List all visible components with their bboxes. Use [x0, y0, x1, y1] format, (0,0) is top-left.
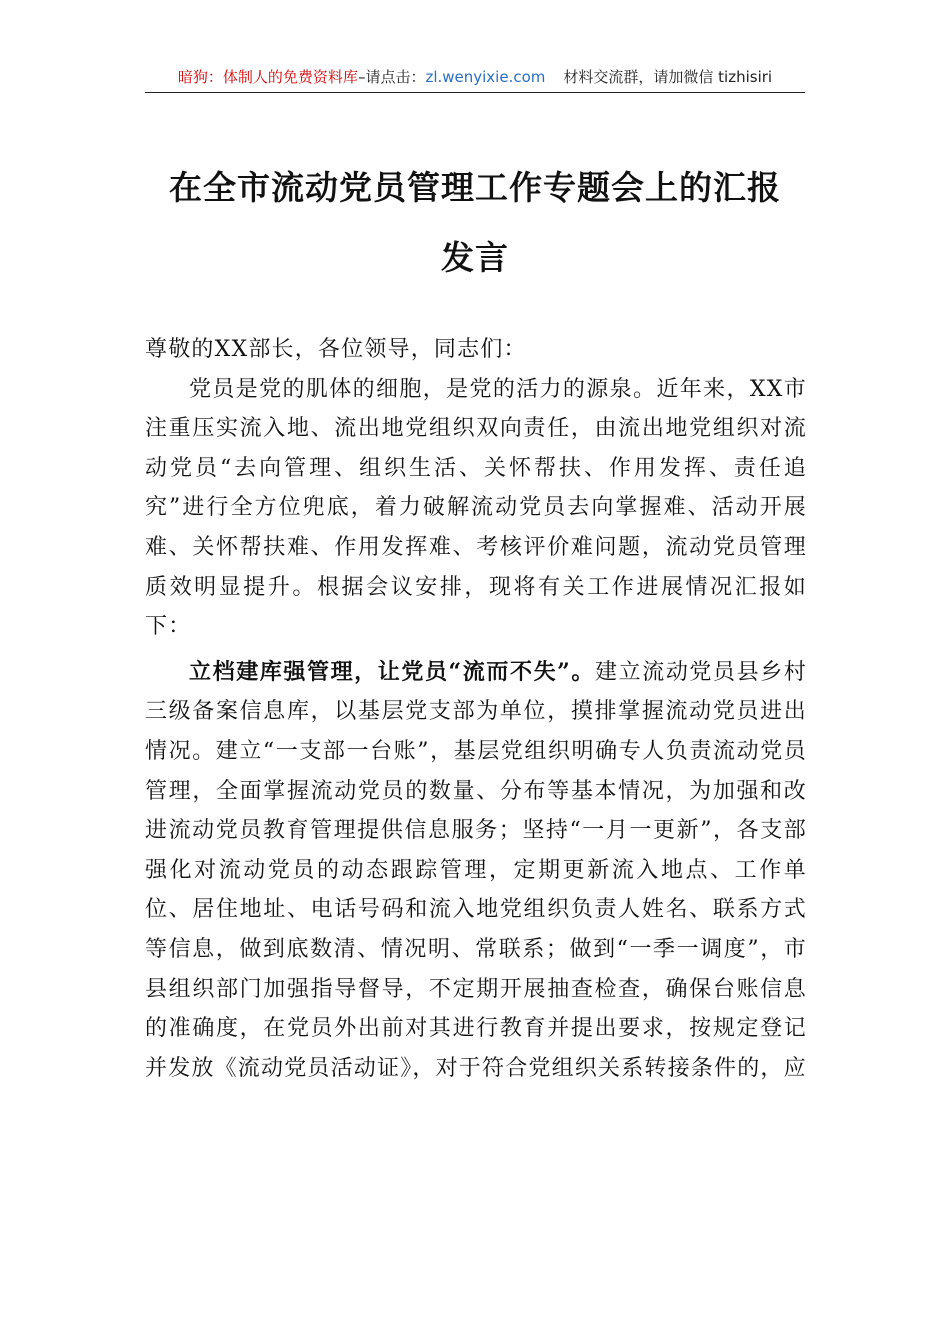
- page-header: [145, 66, 805, 93]
- document-body: [145, 330, 807, 1088]
- document-title-line2: 发言: [441, 238, 509, 277]
- document-title-line1: 在全市流动党员管理工作专题会上的汇报: [169, 168, 781, 207]
- header-url-link[interactable]: zl.wenyixie.com: [425, 68, 546, 86]
- salutation: 尊敬的XX部长，各位领导，同志们：: [145, 337, 527, 362]
- section-1-text: 建立流动党员县乡村三级备案信息库，以基层党支部为单位，摸排掌握流动党员进出情况。建立“一支部一台账”，基层党组织明确专人负责流动党员管理，全面掌握流动党员的数量、分布等基本情况，为加强和改进流动党员教育管理提供信息服务；坚持“一月一更新”，各支部强化对流动党员的动态跟踪管理，定期更新流入地点、工作单位、居住地址、电话号码和流入地党组织负责人姓名、联系方式等信息，做到底数清、情况明、常联系；做到“一季一调度”，市县组织部门加强指导督导，不定期开展抽查检查，确保台账信息的准确度，在党员外出前对其进行教育并提出要求，按规定登记并发放《流动党员活动证》，对于符合党组织关系转接条件的，应: [145, 659, 807, 1081]
- header-brand: 暗狗：体制人的免费资料库: [177, 68, 358, 86]
- header-prompt: –请点击：: [357, 68, 426, 86]
- intro-paragraph: 党员是党的肌体的细胞，是党的活力的源泉。近年来，XX市注重压实流入地、流出地党组织双向责任，由流出地党组织对流动党员“去向管理、组织生活、关怀帮扶、作用发挥、责任追究”进行全方位兜底，着力破解流动党员去向掌握难、活动开展难、关怀帮扶难、作用发挥难、考核评价难问题，流动党员管理质效明显提升。根据会议安排，现将有关工作进展情况汇报如下：: [145, 376, 807, 640]
- header-contact: 材料交流群，请加微信 tizhisiri: [563, 68, 773, 86]
- section-1-heading: 立档建库强管理，让党员“流而不失”。: [189, 658, 596, 685]
- section-1-paragraph: [145, 653, 807, 1089]
